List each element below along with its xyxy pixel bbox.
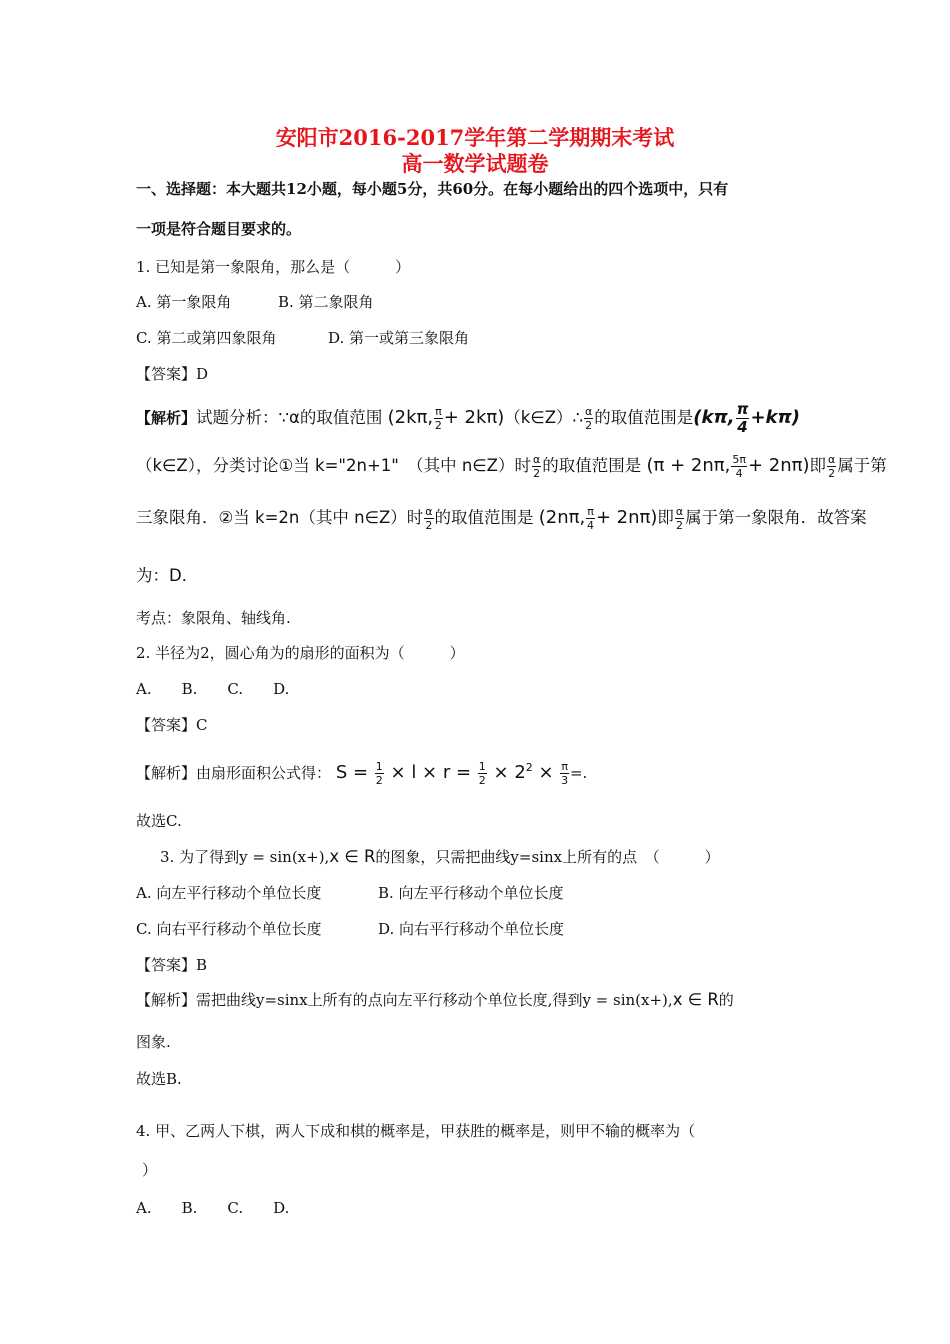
stem-text: 3. 为了得到y = sin(x+),	[160, 848, 330, 866]
analysis-text: 需把曲线y=sinx上所有的点向左平行移动个单位长度,得到y = sin(x+),	[196, 991, 673, 1009]
q1-option-d: D. 第一或第三象限角	[328, 329, 470, 347]
frac-num: π	[435, 404, 442, 418]
q1-kaodian: 考点：象限角、轴线角.	[136, 609, 291, 627]
section-heading-line1: 一、选择题：本大题共12小题，每小题5分，共60分。在每小题给出的四个选项中，只有	[136, 180, 729, 198]
frac-num: α	[585, 405, 593, 418]
q1-answer	[136, 363, 208, 384]
frac-den: 4	[735, 466, 743, 480]
math-part: × l × r =	[390, 762, 472, 783]
fraction	[434, 406, 443, 431]
section-heading-line2: 一项是符合题目要求的。	[136, 220, 302, 238]
stem-text: 的图象，只需把曲线y=sinx上所有的点 （ ）	[375, 848, 720, 866]
frac-den: 3	[561, 773, 569, 787]
frac-den: 4	[737, 417, 748, 436]
analysis-text: 即	[657, 508, 674, 527]
q3-option-c: C. 向右平行移动个单位长度	[136, 920, 322, 938]
q2-stem: 2. 半径为2，圆心角为的扇形的面积为（ ）	[136, 644, 465, 662]
q4-options: A. B. C. D.	[136, 1199, 290, 1217]
q1-analysis-line4: 为：D．	[136, 566, 199, 585]
fraction	[532, 454, 541, 479]
analysis-label: 【解析】	[136, 991, 197, 1009]
frac-num: α	[827, 453, 836, 466]
q3-answer	[136, 954, 207, 975]
frac-den: 2	[585, 419, 593, 432]
q1-analysis-line1	[136, 398, 800, 438]
q1-stem: 1. 已知是第一象限角，那么是（ ）	[136, 258, 411, 276]
math-part: + 2nπ)	[595, 507, 658, 528]
frac-den: 2	[828, 467, 836, 480]
page-subtitle: 高一数学试题卷	[401, 151, 549, 176]
frac-den: 2	[478, 773, 486, 787]
q3-conclusion: 故选B.	[136, 1070, 182, 1088]
q3-option-b: B. 向左平行移动个单位长度	[378, 884, 564, 902]
q3-option-a: A. 向左平行移动个单位长度	[136, 884, 322, 902]
math-expr	[693, 399, 800, 436]
exponent: 2	[525, 761, 533, 774]
analysis-text: 的取值范围是	[542, 456, 642, 475]
frac-den: 2	[425, 519, 433, 532]
math-part: ×	[538, 762, 554, 783]
q2-answer	[136, 714, 208, 735]
answer-label: 【答案】	[136, 956, 197, 974]
q4-stem-cont: ）	[142, 1161, 158, 1179]
answer-label: 【答案】	[136, 365, 197, 383]
analysis-text: 三象限角．②当 k=2n（其中 n∈Z）时	[136, 508, 424, 527]
analysis-text: 试题分析：∵α的取值范围	[196, 408, 383, 427]
frac-num: α	[675, 505, 684, 518]
q4-stem: 4. 甲、乙两人下棋，两人下成和棋的概率是，甲获胜的概率是，则甲不输的概率为（	[136, 1122, 696, 1140]
q1-option-c: C. 第二或第四象限角	[136, 329, 277, 347]
frac-num: 1	[375, 759, 383, 773]
frac-num: 5π	[732, 452, 746, 466]
frac-den: 2	[533, 467, 541, 480]
q2-options: A. B. C. D.	[136, 680, 290, 698]
analysis-text: 即	[809, 456, 826, 475]
fraction	[675, 506, 684, 531]
answer-value: B	[196, 956, 208, 974]
fraction	[827, 454, 836, 479]
math-expr	[538, 504, 658, 532]
frac-num: α	[425, 505, 433, 518]
math-part: (kπ,	[693, 407, 735, 428]
frac-num: α	[533, 453, 541, 466]
analysis-text: 的	[718, 991, 734, 1009]
math-expr	[387, 404, 505, 432]
fraction	[736, 399, 750, 436]
fraction	[478, 761, 487, 786]
analysis-text: 的取值范围是	[434, 508, 534, 527]
frac-num: 1	[478, 759, 486, 773]
q3-stem	[160, 846, 720, 867]
q3-analysis	[136, 989, 734, 1010]
frac-den: 2	[375, 773, 383, 787]
math-part: S =	[335, 762, 369, 783]
math-part: x ∈ R	[672, 990, 719, 1009]
q1-option-a: A. 第一象限角	[136, 293, 232, 311]
formula-tail: =.	[569, 764, 588, 782]
sector-area-formula	[335, 759, 570, 787]
fraction	[731, 454, 747, 479]
frac-num: π	[587, 504, 594, 518]
frac-den: 4	[587, 518, 595, 532]
q1-analysis-line2	[136, 446, 887, 486]
math-expr	[646, 452, 810, 480]
fraction	[424, 506, 433, 531]
math-part: x ∈ R	[329, 847, 376, 866]
math-part: +kπ)	[750, 407, 800, 428]
frac-num: π	[736, 399, 749, 418]
q3-option-d: D. 向右平行移动个单位长度	[378, 920, 565, 938]
analysis-text: （k∈Z），分类讨论①当 k="2n+1" （其中 n∈Z）时	[136, 456, 531, 475]
q1-analysis-line3	[136, 498, 867, 538]
q2-analysis	[136, 748, 587, 788]
page-title: 安阳市2016-2017学年第二学期期末考试	[275, 125, 675, 150]
analysis-text: （k∈Z）∴	[504, 408, 584, 427]
frac-num: π	[561, 759, 568, 773]
frac-den: 2	[676, 519, 684, 532]
analysis-text: 的取值范围是	[594, 408, 694, 427]
analysis-label: 【解析】	[136, 764, 197, 782]
math-part: (π + 2nπ,	[646, 455, 731, 476]
q1-option-b: B. 第二象限角	[278, 293, 374, 311]
analysis-text: 属于第	[837, 456, 887, 475]
analysis-text: 由扇形面积公式得：	[196, 764, 332, 782]
q3-analysis-cont: 图象.	[136, 1033, 171, 1051]
fraction	[375, 761, 384, 786]
math-part: + 2nπ)	[747, 455, 810, 476]
math-part: (2nπ,	[538, 507, 586, 528]
answer-value: D	[196, 365, 209, 383]
fraction	[586, 506, 595, 531]
q2-conclusion: 故选C.	[136, 812, 182, 830]
answer-label: 【答案】	[136, 716, 197, 734]
fraction	[584, 406, 593, 431]
frac-den: 2	[434, 418, 442, 432]
math-part: × 2	[493, 762, 526, 783]
math-part: (2kπ,	[387, 407, 434, 428]
math-part: + 2kπ)	[443, 407, 505, 428]
analysis-text: 属于第一象限角．故答案	[685, 508, 867, 527]
fraction	[560, 761, 569, 786]
answer-value: C	[196, 716, 208, 734]
analysis-label: 【解析】	[136, 409, 197, 427]
